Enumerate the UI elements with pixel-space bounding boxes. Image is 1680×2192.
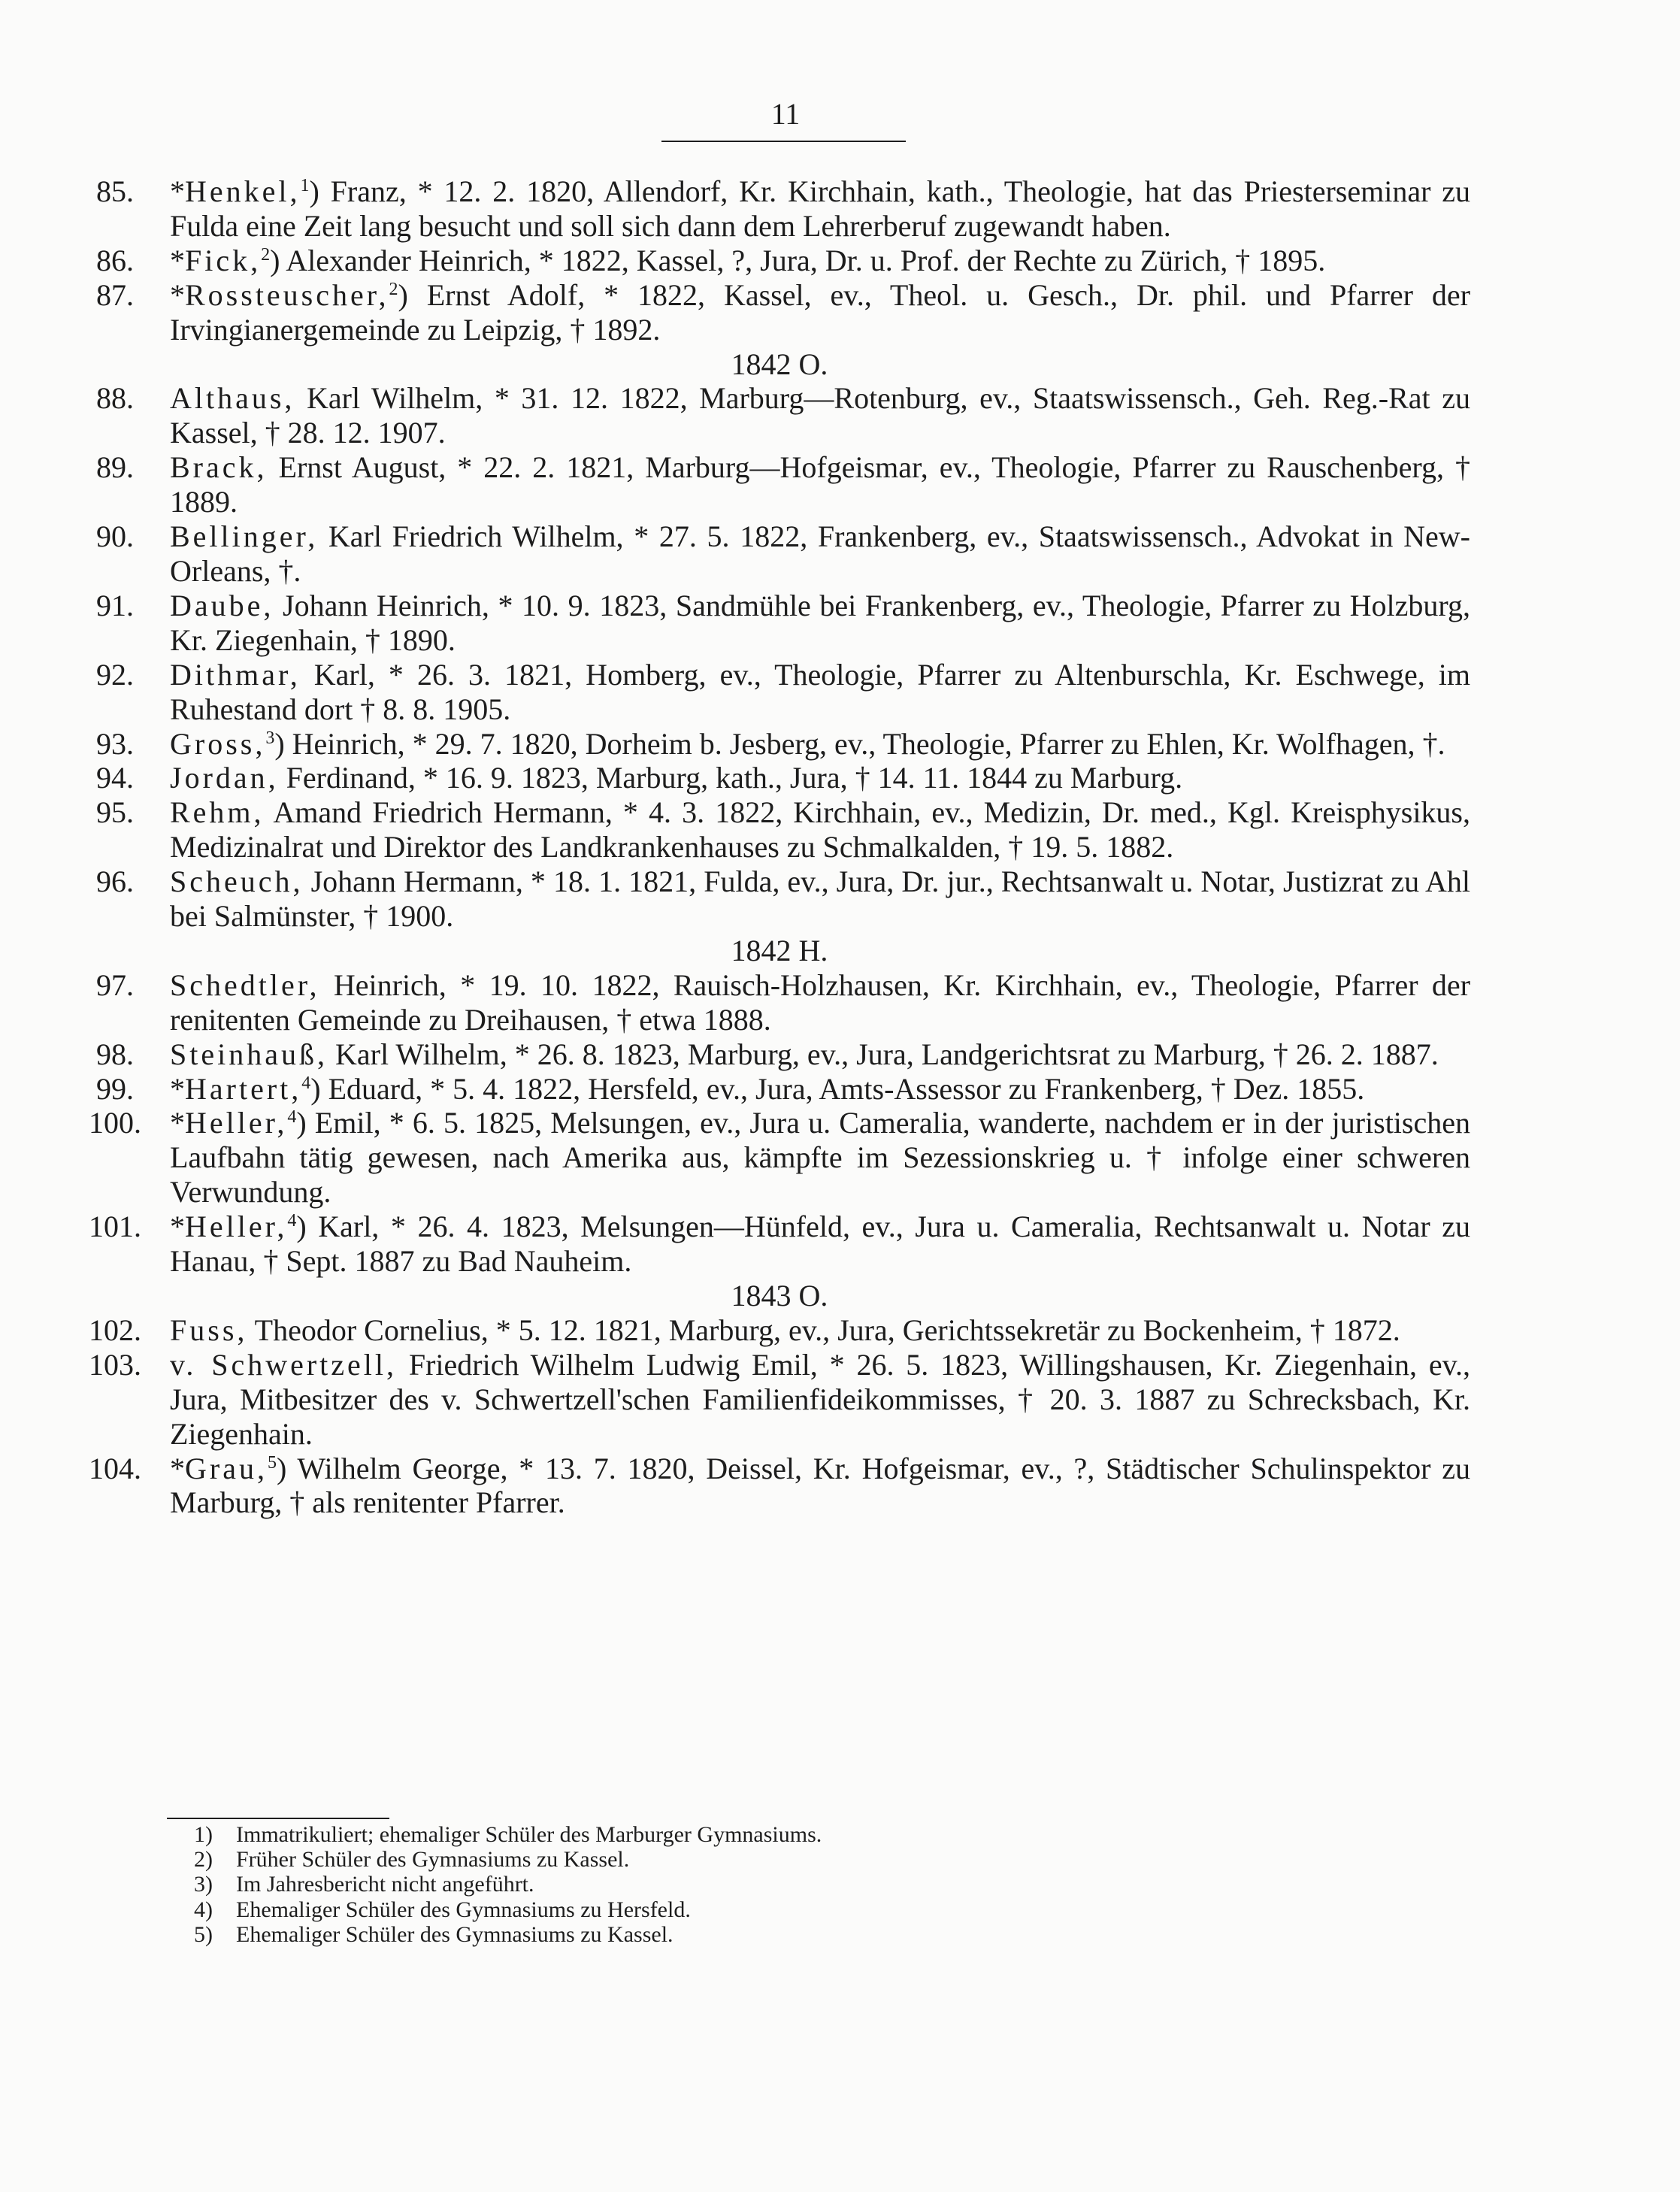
register-entry: 93. Gross,$^3$) Heinrich, * 29. 7. 1820, Dorheim b. Jesberg, ev., Theologie, Pfarrer zu Ehlen, Kr. Wolfhagen, †. <box>96 726 1445 761</box>
register-entry: 104. *Grau,$^5$) Wilhelm George, * 13. 7. 1820, Deissel, Kr. Hofgeismar, ev., ?, Städtischer Schulinspektor zu Marburg, † als renitenter Pfarrer. <box>89 1451 1470 1520</box>
register-entry: 91. Daube, Johann Heinrich, * 10. 9. 1823, Sandmühle bei Frankenberg, ev., Theologie, Pfarrer zu Holzburg, Kr. Ziegenhain, † 1890. <box>96 588 1470 657</box>
register-entry: 100. *Heller,$^4$) Emil, * 6. 5. 1825, Melsungen, ev., Jura u. Cameralia, wanderte, nachdem er in der juristischen Laufbahn tätig gewesen, nach Amerika aus, kämpfte im Sezessionskrieg u. † infolge einer schweren Verwundung. <box>89 1106 1470 1210</box>
footnote: 4) Ehemaliger Schüler des Gymnasiums zu Hersfeld. <box>194 1897 691 1922</box>
register-entry: 97. Schedtler, Heinrich, * 19. 10. 1822, Rauisch-Holzhausen, Kr. Kirchhain, ev., Theologie, Pfarrer der renitenten Gemeinde zu Dreihausen, † etwa 1888. <box>96 967 1470 1037</box>
footnote: 2) Früher Schüler des Gymnasiums zu Kassel. <box>194 1847 630 1873</box>
footnote: 1) Immatrikuliert; ehemaliger Schüler des Marburger Gymnasiums. <box>194 1822 822 1847</box>
footnote: 5) Ehemaliger Schüler des Gymnasiums zu Kassel. <box>194 1921 674 1947</box>
register-entry: 103. v. Schwertzell, Friedrich Wilhelm Ludwig Emil, * 26. 5. 1823, Willingshausen, Kr. Ziegenhain, ev., Jura, Mitbesitzer des v. Schwertzell'schen Familienfideikommisses, † 20. 3. 1887 zu Schrecksbach, Kr. Ziegenhain. <box>89 1347 1470 1451</box>
register-entry: 101. *Heller,$^4$) Karl, * 26. 4. 1823, Melsungen—Hünfeld, ev., Jura u. Cameralia, Rechtsanwalt u. Notar zu Hanau, † Sept. 1887 zu Bad Nauheim. <box>89 1210 1470 1279</box>
register-entry: 87. *Rossteuscher,$^2$) Ernst Adolf, * 1822, Kassel, ev., Theol. u. Gesch., Dr. phil. und Pfarrer der Irvingianergemeinde zu Leipzig, † 1892. <box>96 277 1470 347</box>
footnotes <box>194 1822 1246 1947</box>
register-entry: 88. Althaus, Karl Wilhelm, * 31. 12. 1822, Marburg—Rotenburg, ev., Staatswissensch., Geh. Reg.-Rat zu Kassel, † 28. 12. 1907. <box>96 381 1470 450</box>
register-entry: 102. Fuss, Theodor Cornelius, * 5. 12. 1821, Marburg, ev., Jura, Gerichtssekretär zu Bockenheim, † 1872. <box>89 1312 1400 1347</box>
register-entry: 89. Brack, Ernst August, * 22. 2. 1821, Marburg—Hofgeismar, ev., Theologie, Pfarrer zu Rauschenberg, † 1889. <box>96 450 1470 519</box>
semester-heading: 1843 O. <box>731 1279 828 1312</box>
footnote: 3) Im Jahresbericht nicht angeführt. <box>194 1872 534 1897</box>
page-number: 11 <box>770 97 801 131</box>
footnote-rule <box>167 1818 389 1819</box>
register-entry: 92. Dithmar, Karl, * 26. 3. 1821, Homberg, ev., Theologie, Pfarrer zu Altenburschla, Kr. Eschwege, im Ruhestand dort † 8. 8. 1905. <box>96 657 1470 726</box>
register-entry: 95. Rehm, Amand Friedrich Hermann, * 4. 3. 1822, Kirchhain, ev., Medizin, Dr. med., Kgl. Kreisphysikus, Medizinalrat und Direktor des Landkrankenhauses zu Schmalkalden, † 19. 5. 1882. <box>96 795 1470 864</box>
register-entry: 99. *Hartert,$^4$) Eduard, * 5. 4. 1822, Hersfeld, ev., Jura, Amts-Assessor zu Frankenberg, † Dez. 1855. <box>96 1071 1365 1106</box>
semester-heading: 1842 O. <box>731 347 828 381</box>
register-entry: 94. Jordan, Ferdinand, * 16. 9. 1823, Marburg, kath., Jura, † 14. 11. 1844 zu Marburg. <box>96 761 1183 795</box>
register-entry: 90. Bellinger, Karl Friedrich Wilhelm, * 27. 5. 1822, Frankenberg, ev., Staatswissensch., Advokat in New-Orleans, †. <box>96 519 1470 588</box>
header-rule <box>661 141 906 142</box>
semester-heading: 1842 H. <box>731 933 828 967</box>
register-entry: 85. *Henkel,$^1$) Franz, * 12. 2. 1820, Allendorf, Kr. Kirchhain, kath., Theologie, hat das Priesterseminar zu Fulda eine Zeit lang besucht und soll sich dann dem Lehrerberuf zugewandt haben. <box>96 174 1470 243</box>
register-entry: 96. Scheuch, Johann Hermann, * 18. 1. 1821, Fulda, ev., Jura, Dr. jur., Rechtsanwalt u. Notar, Justizrat zu Ahl bei Salmünster, † 1900. <box>96 864 1470 934</box>
register-body <box>89 174 1470 1520</box>
register-entry: 98. Steinhauß, Karl Wilhelm, * 26. 8. 1823, Marburg, ev., Jura, Landgerichtsrat zu Marburg, † 26. 2. 1887. <box>96 1037 1439 1071</box>
register-entry: 86. *Fick,$^2$) Alexander Heinrich, * 1822, Kassel, ?, Jura, Dr. u. Prof. der Rechte zu Zürich, † 1895. <box>96 243 1326 277</box>
